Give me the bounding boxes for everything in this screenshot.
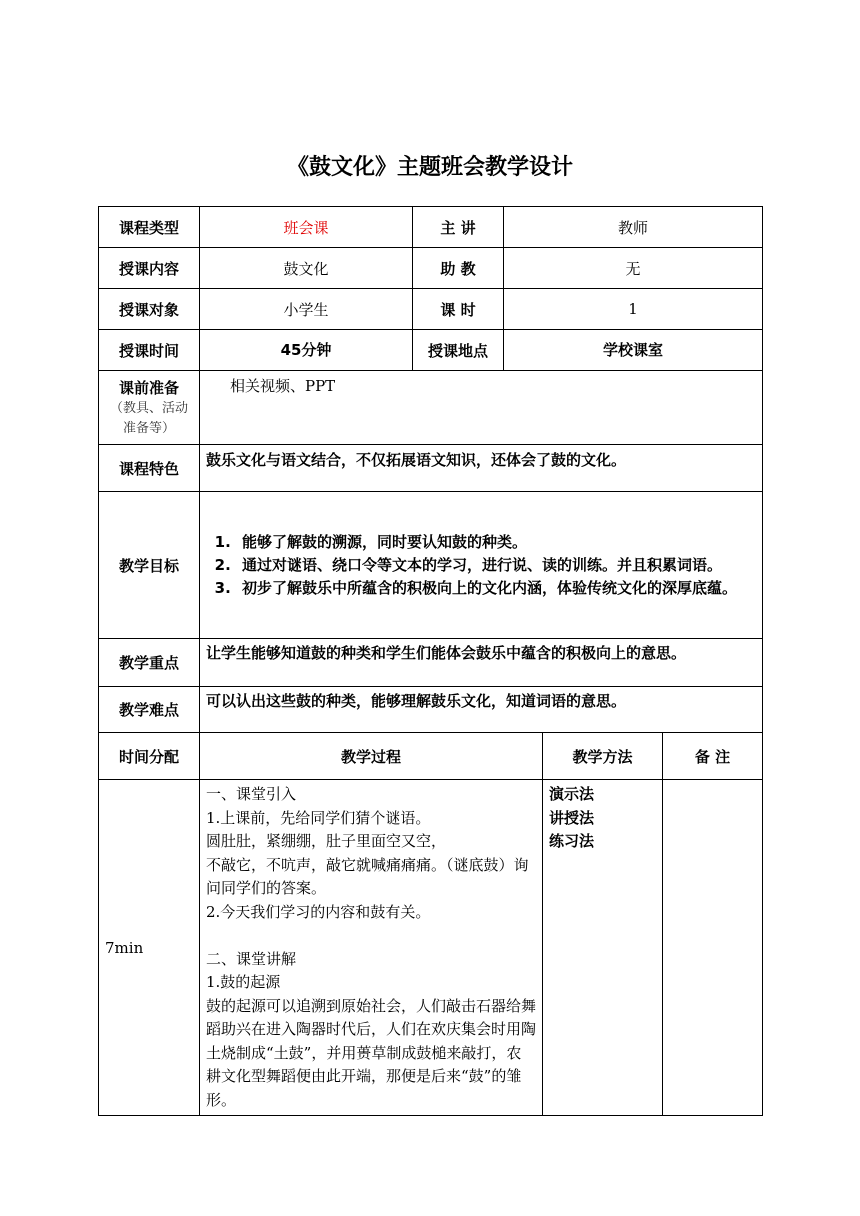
process-line: 不敲它，不吭声，敲它就喊痛痛痛。（谜底鼓）询问同学们的答案。 [206, 855, 529, 897]
method-item: 练习法 [549, 832, 595, 850]
time-value: 45分钟 [200, 330, 413, 371]
key-points-label: 教学重点 [99, 639, 200, 687]
header-note: 备 注 [663, 733, 763, 780]
place-label: 授课地点 [413, 330, 504, 371]
header-method: 教学方法 [543, 733, 663, 780]
assistant-value: 无 [504, 248, 763, 289]
method-item: 讲授法 [549, 808, 595, 827]
goal-item: 3. 初步了解鼓乐中所蕴含的积极向上的文化内涵，体验传统文化的深厚底蕴。 [236, 577, 756, 600]
process-line: 鼓的起源可以追溯到原始社会，人们敲击石器给舞蹈助兴在进入陶器时代后，人们在欢庆集会时用陶土烧制成“土鼓”，并用蒉草制成鼓槌来敲打，农耕文化型舞蹈便由此开端，那便是后来“鼓”的雏形。 [206, 996, 537, 1109]
header-process: 教学过程 [200, 733, 543, 780]
header-time: 时间分配 [99, 733, 200, 780]
time-label: 授课时间 [99, 330, 200, 371]
goals-cell [200, 492, 763, 639]
process-line: 一、课堂引入 [206, 785, 297, 803]
process-line: 圆肚肚，紧绷绷，肚子里面空又空， [206, 832, 447, 850]
assistant-label: 助 教 [413, 248, 504, 289]
speaker-value: 教师 [504, 207, 763, 248]
goals-label: 教学目标 [99, 492, 200, 639]
key-points-value: 让学生能够知道鼓的种类和学生们能体会鼓乐中蕴含的积极向上的意思。 [200, 639, 763, 687]
process-line: 2.今天我们学习的内容和鼓有关。 [206, 902, 431, 921]
audience-value: 小学生 [200, 289, 413, 330]
content-label: 授课内容 [99, 248, 200, 289]
place-value: 学校课室 [504, 330, 763, 371]
difficulties-value: 可以认出这些鼓的种类，能够理解鼓乐文化，知道词语的意思。 [200, 687, 763, 733]
method-item: 演示法 [549, 785, 595, 803]
process-cell [200, 780, 543, 1116]
goal-item: 2. 通过对谜语、绕口令等文本的学习，进行说、读的训练。并且积累词语。 [236, 554, 756, 577]
row-time: 7min [99, 780, 200, 1116]
note-cell [663, 780, 763, 1116]
process-line: 1.上课前，先给同学们猜个谜语。 [206, 808, 431, 827]
page-title: 《鼓文化》主题班会教学设计 [286, 155, 573, 180]
course-type-value: 班会课 [200, 207, 413, 248]
prep-label: 课前准备 [118, 378, 179, 397]
course-type-label: 课程类型 [99, 207, 200, 248]
lesson-plan-table [98, 206, 763, 1116]
process-line: 1.鼓的起源 [206, 973, 281, 991]
goals-list [206, 531, 756, 600]
features-label: 课程特色 [99, 445, 200, 492]
difficulties-label: 教学难点 [99, 687, 200, 733]
hours-value: 1 [504, 289, 763, 330]
speaker-label: 主 讲 [413, 207, 504, 248]
process-line [206, 924, 536, 948]
prep-cell [99, 371, 200, 445]
process-line: 二、课堂讲解 [206, 949, 297, 968]
audience-label: 授课对象 [99, 289, 200, 330]
prep-value: 相关视频、PPT [200, 371, 763, 445]
prep-sublabel: （教具、活动准备等） [109, 400, 188, 436]
content-value: 鼓文化 [200, 248, 413, 289]
features-value: 鼓乐文化与语文结合，不仅拓展语文知识，还体会了鼓的文化。 [200, 445, 763, 492]
methods-cell [543, 780, 663, 1116]
goal-item: 1. 能够了解鼓的溯源，同时要认知鼓的种类。 [236, 531, 756, 554]
hours-label: 课 时 [413, 289, 504, 330]
